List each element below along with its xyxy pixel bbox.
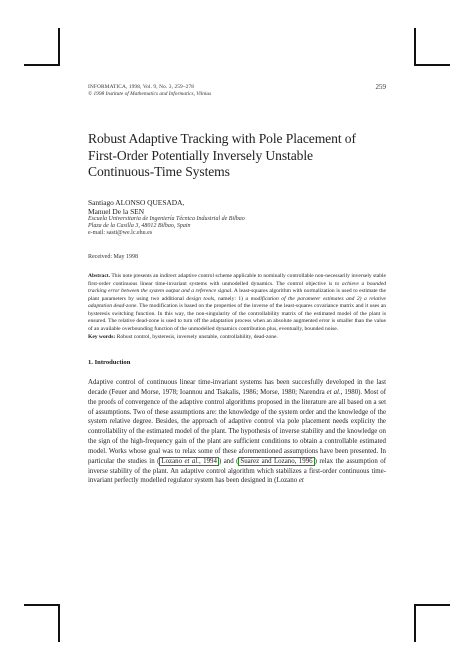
crop-mark-top-left-vertical xyxy=(58,28,60,66)
abstract xyxy=(88,273,386,333)
abstract-label: Abstract. xyxy=(88,273,111,280)
citation-1-author: Lozano xyxy=(161,457,185,465)
title-line-3: Continuous-Time Systems xyxy=(88,164,230,179)
crop-mark-bottom-left-horizontal xyxy=(24,604,60,606)
citation-1-year: , 1994 xyxy=(199,457,217,465)
crop-mark-bottom-left-vertical xyxy=(58,604,60,642)
abstract-text-4: . The modification is based on the properties of the inverse of the least-squares covariance matrix and it uses an hysteresis switching function. In this way, the non-singularity of the controllability matrix of the estimated model of the plant is ensured. The relative dead-zone is used to turn off the adaptation process when an absolute augmented error is smaller than the value of an available overbounding function of the unmodelled dynamics contribution plus, eventually, bounded noise. xyxy=(88,303,386,332)
intro-etal-1: et al. xyxy=(326,388,341,396)
crop-mark-bottom-right-vertical xyxy=(414,604,416,642)
paper-title xyxy=(88,131,386,181)
intro-paragraph xyxy=(88,378,386,486)
citation-link-lozano-1994[interactable] xyxy=(159,457,219,466)
running-header xyxy=(88,84,386,98)
abstract-text-2: . A least-squares algorithm with normalization is used to estimate the plant parameters by using two additional xyxy=(88,288,386,302)
keywords-label: Key words: xyxy=(88,333,116,340)
author-block xyxy=(88,198,386,238)
intro-text-3: ) and ( xyxy=(218,457,239,465)
crop-mark-bottom-right-horizontal xyxy=(414,604,450,606)
abstract-text-1: This note presents an indirect adaptive control scheme applicable to nominally controllable non-necessarily inversely stable first-order continuous linear time-invariant systems with unmodelled dynamics. The control objective xyxy=(88,273,386,287)
intro-text-1: Adaptive control of continuous linear time-invariant systems has been succesfully developed in the last decade (Feuer and Morse, 1978; Ioannou and Tsakalis, 1986; Morse, 1980; Narendra xyxy=(88,379,386,396)
journal-line: INFORMATICA, 1998, Vol. 9, No. 3, 259–278 xyxy=(88,84,195,90)
copyright-line xyxy=(88,91,386,98)
abstract-italic-2: design tools xyxy=(186,295,215,302)
author-1: Santiago ALONSO QUESADA, xyxy=(88,197,185,207)
author-2: Manuel De la SEN xyxy=(88,206,145,216)
section-heading: 1. Introduction xyxy=(88,359,131,367)
citation-link-suarez-lozano-1996[interactable]: Suarez and Lozano, 1996 xyxy=(240,457,313,465)
citation-1-etal: et al. xyxy=(184,457,199,465)
affiliation-line-2: Plaza de la Casilla 3, 48012 Bilbao, Spain xyxy=(88,222,191,229)
crop-mark-top-right-vertical xyxy=(414,28,416,66)
paper-page xyxy=(88,84,386,486)
intro-etal-2: et xyxy=(298,477,304,485)
crop-mark-top-right-horizontal xyxy=(414,64,450,66)
keywords-text: Robust control, hysteresis, inversely unstable, controllability, dead-zone. xyxy=(115,333,278,340)
abstract-italic-1: is to achieve a bounded tracking error between the system output and a reference signal xyxy=(88,280,386,295)
title-line-2: First-Order Potentially Inversely Unstable xyxy=(88,147,313,163)
affiliation-line-1: Escuela Universitaria de Ingeniería Técnica Industrial de Bilbao xyxy=(88,215,245,222)
received-date: Received: May 1998 xyxy=(88,253,138,260)
abstract-text-3: , namely: 1) xyxy=(214,295,246,302)
abstract-italic-3: a modification of the parameter estimates and 2) a relative adaptation dead-zone xyxy=(88,295,386,310)
author-email: e-mail: sasti@we.lc.ehu.es xyxy=(88,230,153,237)
crop-mark-top-left-horizontal xyxy=(24,64,60,66)
title-line-1: Robust Adaptive Tracking with Pole Placement of xyxy=(88,131,356,146)
intro-text-2: , 1980). Most of the proofs of convergence of the adaptive control algorithms proposed in the literature are all based on a set of assumptions. Two of these assumptions are: the knowledge of the system order and the knowledge of the system relative degree. Besides, the approach of adaptive control via pole placement needs explicity the controllability of the estimated model of the plant. The hypothesis of inverse stability and the knowledge on the sign of the high-frequency gain of the plant are sufficient conditions to obtain a controllable estimated model. Works whose goal was to relax some of these aforementioned assumptions have been presented. In particular the studies in ( xyxy=(88,388,386,465)
keywords xyxy=(88,334,386,342)
page-number: 259 xyxy=(375,83,386,91)
copyright-text: © 1998 Institute of Mathematics and Informatics, Vilnius xyxy=(88,91,212,97)
intro-text-4: ) relax the assumption of inverse stability of the plant. An adaptive control algorithm which stabilizes a first-order continuous time-invariant perfectly modelled regulator system has been designed in (Lozano xyxy=(88,457,386,485)
